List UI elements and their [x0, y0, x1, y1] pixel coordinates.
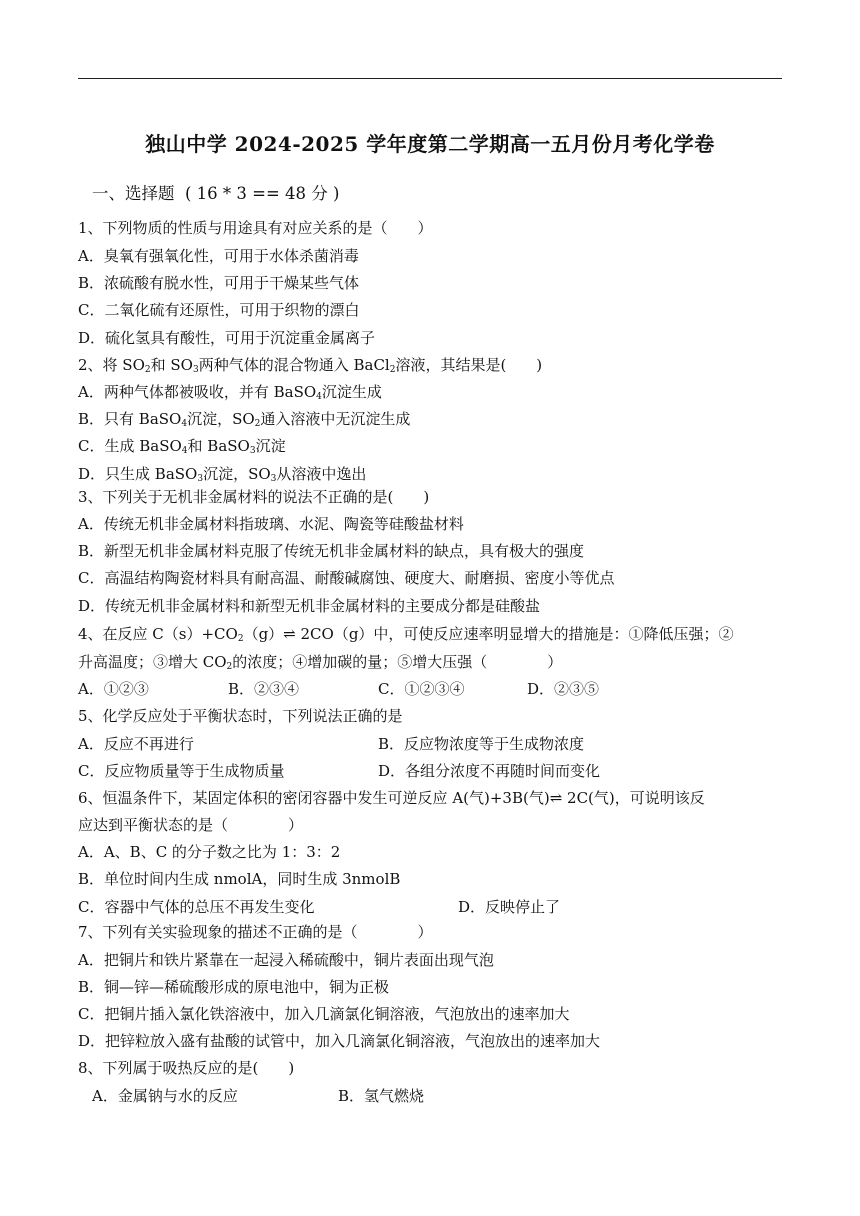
q3-option-d: D．传统无机非金属材料和新型无机非金属材料的主要成分都是硅酸盐 [78, 597, 541, 615]
q1-option-b: B．浓硫酸有脱水性，可用于干燥某些气体 [78, 274, 360, 292]
q5-stem: 5、化学反应处于平衡状态时，下列说法正确的是 [78, 707, 403, 725]
q6-option-d: D．反映停止了 [458, 898, 561, 916]
q3-option-b: B．新型无机非金属材料克服了传统无机非金属材料的缺点，具有极大的强度 [78, 542, 585, 560]
q6-stem-line1: 6、恒温条件下，某固定体积的密闭容器中发生可逆反应 A(气)+3B(气)⇌ 2C(气)，可说明该反 [78, 789, 705, 807]
q4-option-b: B．②③④ [228, 680, 300, 698]
q7-stem: 7、下列有关实验现象的描述不正确的是（ ） [78, 923, 433, 941]
q3-option-c: C．高温结构陶瓷材料具有耐高温、耐酸碱腐蚀、硬度大、耐磨损、密度小等优点 [78, 569, 615, 587]
q7-option-d: D．把锌粒放入盛有盐酸的试管中，加入几滴氯化铜溶液，气泡放出的速率加大 [78, 1032, 601, 1050]
q3-stem: 3、下列关于无机非金属材料的说法不正确的是( ) [78, 488, 430, 506]
q2-option-b: B．只有 BaSO$_4$沉淀，$SO_2$通入溶液中无沉淀生成 [78, 410, 411, 429]
q4-stem-line1: 4、在反应 $C(s)+CO_2(g)\rightleftharpoons$ 2CO（g）中，可使反应速率明显增大的措施是：①降低压强；② [78, 625, 734, 644]
q2-stem: 2、将 $SO_2$和 $SO_3$两种气体的混合物通入 BaCl$_2$溶液，其结果是( ) [78, 356, 543, 375]
q4-option-a: A．①②③ [78, 680, 149, 698]
q6-stem-line2: 应达到平衡状态的是（ ） [78, 816, 304, 834]
q5-option-b: B．反应物浓度等于生成物浓度 [378, 735, 585, 753]
q2-option-c: C．生成 BaSO$_4$和 BaSO$_3$沉淀 [78, 437, 286, 456]
q2-option-a: A．两种气体都被吸收，并有 BaSO$_4$沉淀生成 [78, 383, 382, 402]
q5-option-a: A．反应不再进行 [78, 735, 194, 753]
q7-option-b: B．铜—锌—稀硫酸形成的原电池中，铜为正极 [78, 978, 390, 996]
q2-option-d: D．只生成 BaSO$_3$沉淀，$SO_3$从溶液中逸出 [78, 465, 367, 484]
q3-option-a: A．传统无机非金属材料指玻璃、水泥、陶瓷等硅酸盐材料 [78, 515, 464, 533]
q4-option-c: C．①②③④ [378, 680, 465, 698]
q8-option-b: B．氢气燃烧 [338, 1087, 425, 1105]
q5-option-d: D．各组分浓度不再随时间而变化 [378, 762, 601, 780]
q5-option-c: C．反应物质量等于生成物质量 [78, 762, 285, 780]
section-heading: 一、选择题 ( 16 * 3 == 48 分 ) [92, 184, 340, 203]
q1-option-d: D．硫化氢具有酸性，可用于沉淀重金属离子 [78, 329, 376, 347]
q7-option-a: A．把铜片和铁片紧靠在一起浸入稀硫酸中，铜片表面出现气泡 [78, 951, 494, 969]
q7-option-c: C．把铜片插入氯化铁溶液中，加入几滴氯化铜溶液，气泡放出的速率加大 [78, 1005, 570, 1023]
q1-stem: 1、下列物质的性质与用途具有对应关系的是（ ） [78, 219, 433, 237]
q6-option-a: A．A、B、C 的分子数之比为 1：3：2 [78, 843, 341, 861]
q1-option-c: C．二氧化硫有还原性，可用于织物的漂白 [78, 301, 360, 319]
q4-stem-line2: 升高温度；③增大 $CO_2$的浓度；④增加碳的量；⑤增大压强（ ） [78, 653, 563, 672]
header-rule [78, 78, 782, 79]
exam-title: 独山中学 2024-2025 学年度第二学期高一五月份月考化学卷 [145, 132, 715, 156]
q8-stem: 8、下列属于吸热反应的是( ) [78, 1059, 295, 1077]
q6-option-c: C．容器中气体的总压不再发生变化 [78, 898, 315, 916]
q8-option-a: A．金属钠与水的反应 [92, 1087, 238, 1105]
q4-option-d: D．②③⑤ [527, 680, 600, 698]
q6-option-b: B．单位时间内生成 nmolA，同时生成 3nmolB [78, 870, 401, 888]
q1-option-a: A．臭氧有强氧化性，可用于水体杀菌消毒 [78, 247, 359, 265]
